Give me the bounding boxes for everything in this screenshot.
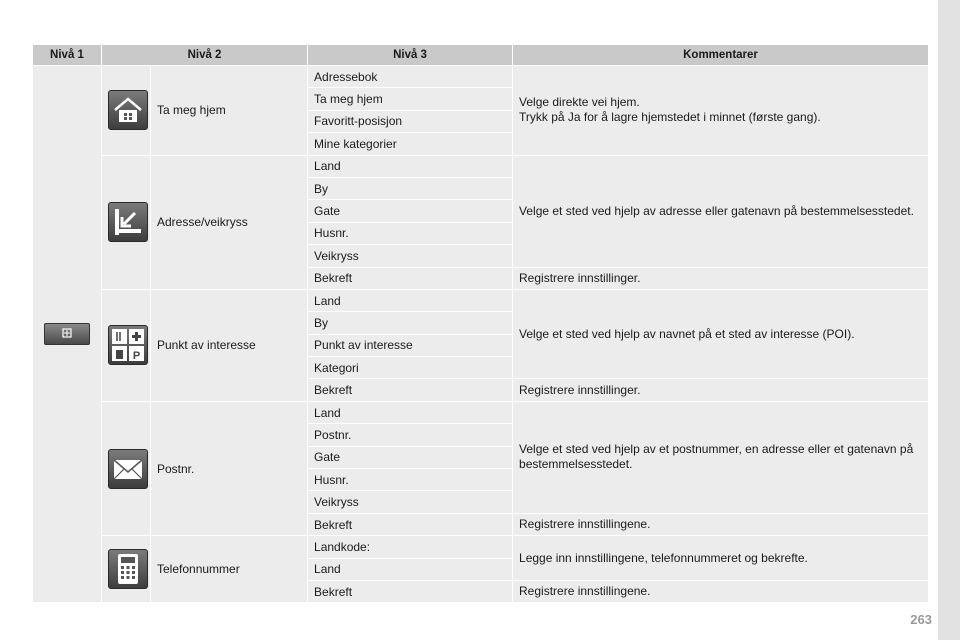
table-row [33, 66, 929, 88]
comment-cell: Velge et sted ved hjelp av adresse eller gatenavn på bestemmelsesstedet. [513, 155, 929, 267]
header-comments: Kommentarer [513, 45, 929, 66]
level3-item: Land [308, 289, 513, 311]
level3-item: By [308, 177, 513, 199]
header-level-2: Nivå 2 [102, 45, 308, 66]
home-icon [108, 90, 148, 130]
confirm-comment: Registrere innstillingene. [513, 513, 929, 535]
level3-item: Ta meg hjem [308, 88, 513, 110]
level3-confirm: Bekreft [308, 379, 513, 401]
header-level-3: Nivå 3 [308, 45, 513, 66]
level3-confirm: Bekreft [308, 513, 513, 535]
comment-cell: Legge inn innstillingene, telefonnummeret og bekrefte. [513, 536, 929, 581]
group-icon-cell [102, 536, 151, 603]
level3-item: Husnr. [308, 222, 513, 244]
points-of-interest-icon [108, 325, 148, 365]
table-header-row [33, 45, 929, 66]
level2-label: Ta meg hjem [151, 66, 308, 156]
level2-label: Adresse/veikryss [151, 155, 308, 289]
level2-label: Punkt av interesse [151, 289, 308, 401]
level3-item: Kategori [308, 357, 513, 379]
level3-item: Landkode: [308, 536, 513, 558]
level3-item: Gate [308, 200, 513, 222]
header-level-1: Nivå 1 [33, 45, 102, 66]
level3-item: Punkt av interesse [308, 334, 513, 356]
level3-item: Gate [308, 446, 513, 468]
level3-item: By [308, 312, 513, 334]
phone-icon [108, 549, 148, 589]
level3-item: Adressebok [308, 66, 513, 88]
level3-item: Postnr. [308, 424, 513, 446]
level3-item: Veikryss [308, 491, 513, 513]
level3-item: Land [308, 401, 513, 423]
comment-cell [513, 66, 929, 156]
comment-line: Trykk på Ja for å lagre hjemstedet i minnet (første gang). [519, 110, 821, 125]
confirm-comment: Registrere innstillinger. [513, 267, 929, 289]
table-row [33, 289, 929, 311]
confirm-comment: Registrere innstillinger. [513, 379, 929, 401]
group-icon-cell [102, 66, 151, 156]
confirm-comment: Registrere innstillingene. [513, 580, 929, 602]
level3-item: Land [308, 155, 513, 177]
table-row [33, 536, 929, 558]
level2-label: Telefonnummer [151, 536, 308, 603]
navigation-menu-table [32, 44, 929, 603]
table-row [33, 155, 929, 177]
level3-item: Land [308, 558, 513, 580]
table-row [33, 401, 929, 423]
group-icon-cell [102, 155, 151, 289]
page-number: 263 [910, 612, 932, 627]
page-side-bar [938, 0, 960, 640]
group-icon-cell [102, 289, 151, 401]
level2-label: Postnr. [151, 401, 308, 535]
address-crossroad-icon [108, 202, 148, 242]
envelope-icon [108, 449, 148, 489]
group-icon-cell [102, 401, 151, 535]
comment-cell: Velge et sted ved hjelp av navnet på et sted av interesse (POI). [513, 289, 929, 379]
level3-confirm: Bekreft [308, 580, 513, 602]
level1-cell [33, 66, 102, 603]
level3-confirm: Bekreft [308, 267, 513, 289]
level3-item: Favoritt-posisjon [308, 110, 513, 132]
level3-item: Mine kategorier [308, 133, 513, 155]
comment-line: Velge direkte vei hjem. [519, 95, 640, 110]
comment-cell: Velge et sted ved hjelp av et postnummer, en adresse eller et gatenavn på bestemmelsesstedet. [513, 401, 929, 513]
level3-item: Husnr. [308, 469, 513, 491]
svg-text:P: P [132, 350, 141, 363]
navigation-menu-icon [44, 323, 90, 345]
level3-item: Veikryss [308, 245, 513, 267]
